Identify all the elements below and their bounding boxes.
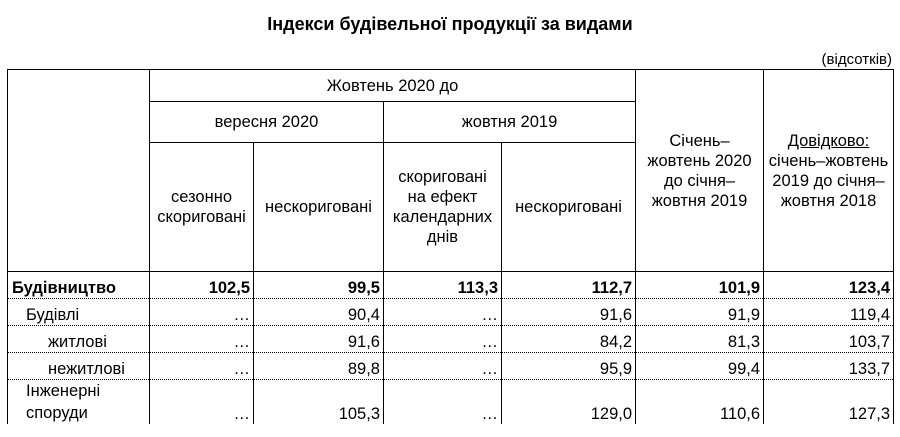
header-calendar-adjusted: скориговані на ефект календарних днів [384,143,502,272]
header-sub-september: вересня 2020 [150,102,384,143]
row-label: Будівлі [8,299,150,326]
index-table [7,69,894,424]
table-row [8,326,894,353]
header-reference-body: січень–жовтень 2019 до січня–жовтня 2018 [768,151,889,210]
cell-value: 133,7 [764,353,894,380]
row-label: нежитлові [8,353,150,380]
cell-value: 84,2 [502,326,636,353]
cell-value: … [384,353,502,380]
cell-value: 81,3 [636,326,764,353]
units-note: (відсотків) [821,51,892,68]
table-row [8,272,894,299]
header-seasonally-adjusted: сезонно скориговані [150,143,254,272]
cell-value: 113,3 [384,272,502,299]
cell-value: 91,9 [636,299,764,326]
cell-value: … [150,380,254,425]
cell-value: 95,9 [502,353,636,380]
table-row [8,299,894,326]
cell-value: 102,5 [150,272,254,299]
cell-value: 91,6 [254,326,384,353]
table-row [8,380,894,425]
cell-value: 110,6 [636,380,764,425]
cell-value: 89,8 [254,353,384,380]
row-label: Інженерні споруди [8,380,150,425]
header-reference [764,70,894,272]
header-corner [8,70,150,272]
cell-value: … [150,353,254,380]
cell-value: 91,6 [502,299,636,326]
cell-value: … [384,299,502,326]
cell-value: 123,4 [764,272,894,299]
cell-value: 112,7 [502,272,636,299]
header-reference-title: Довідково: [787,131,870,150]
header-group-main: Жовтень 2020 до [150,70,636,102]
cell-value: 99,4 [636,353,764,380]
cell-value: … [150,326,254,353]
cell-value: 99,5 [254,272,384,299]
row-label: житлові [8,326,150,353]
cell-value: 127,3 [764,380,894,425]
cell-value: … [150,299,254,326]
cell-value: … [384,380,502,425]
cell-value: 103,7 [764,326,894,353]
header-sub-october: жовтня 2019 [384,102,636,143]
cell-value: 129,0 [502,380,636,425]
cell-value: 101,9 [636,272,764,299]
row-label: Будівництво [8,272,150,299]
cell-value: 105,3 [254,380,384,425]
cell-value: … [384,326,502,353]
header-unadjusted-2: нескориговані [502,143,636,272]
cell-value: 119,4 [764,299,894,326]
header-unadjusted-1: нескориговані [254,143,384,272]
page-title: Індекси будівельної продукції за видами [267,14,633,34]
table-row [8,353,894,380]
header-ytd: Січень–жовтень 2020 до січня–жовтня 2019 [636,70,764,272]
cell-value: 90,4 [254,299,384,326]
